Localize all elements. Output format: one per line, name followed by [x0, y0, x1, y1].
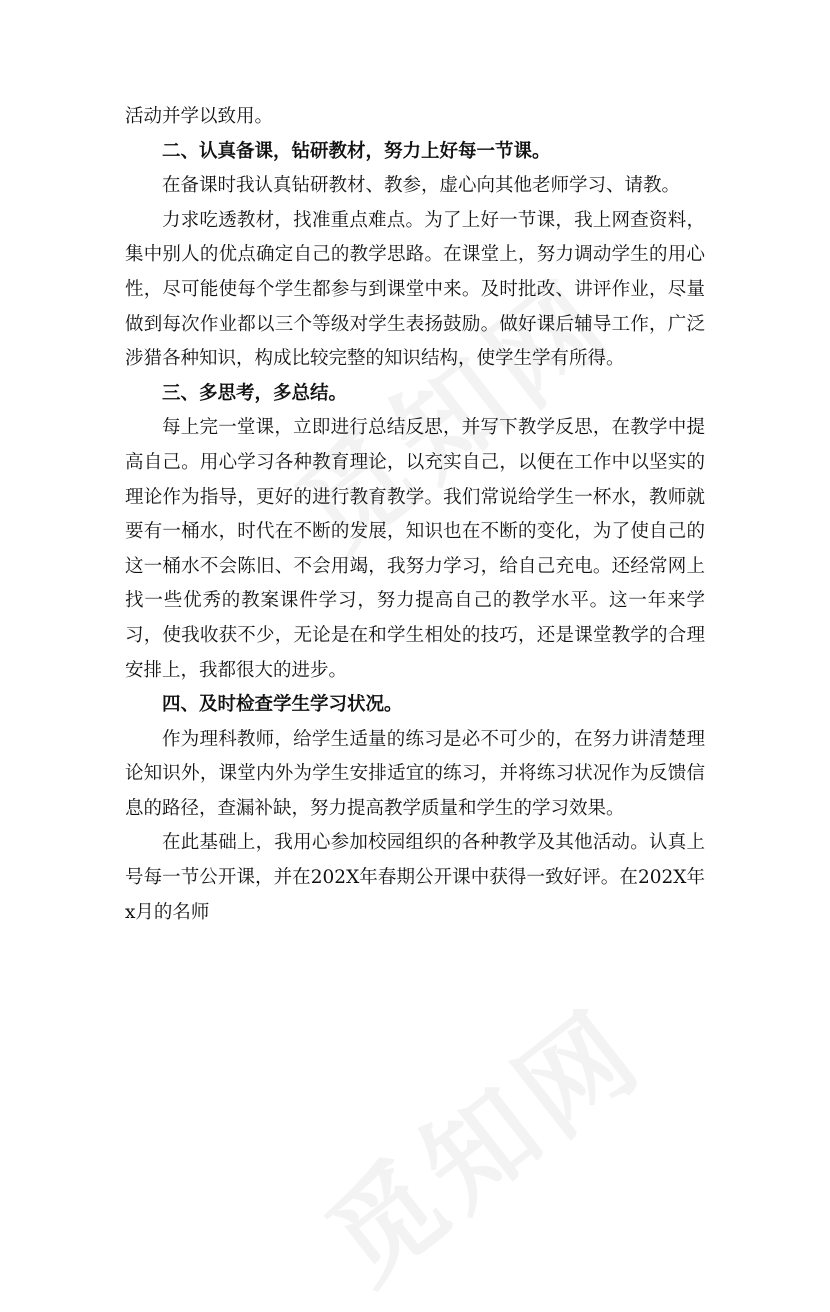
document-page — [125, 100, 705, 930]
paragraph: 力求吃透教材，找准重点难点。为了上好一节课，我上网查资料，集中别人的优点确定自己的教学思路。在课堂上，努力调动学生的用心性，尽可能使每个学生都参与到课堂中来。及时批改、讲评作业，尽量做到每次作业都以三个等级对学生表扬鼓励。做好课后辅导工作，广泛涉猎各种知识，构成比较完整的知识结构，使学生学有所得。 — [125, 209, 705, 370]
section-heading-2: 二、认真备课，钻研教材，努力上好每一节课。 — [162, 140, 551, 162]
watermark-text-lower — [290, 966, 671, 1312]
paragraph: 在此基础上，我用心参加校园组织的各种教学及其他活动。认真上号每一节公开课，并在202X年春期公开课中获得一致好评。在202X年x月的名师 — [125, 832, 705, 923]
paragraph: 每上完一堂课，立即进行总结反思，并写下教学反思，在教学中提高自己。用心学习各种教育理论，以充实自己，以便在工作中以坚实的理论作为指导，更好的进行教育教学。我们常说给学生一杯水，教师就要有一桶水，时代在不断的发展，知识也在不断的变化，为了使自己的这一桶水不会陈旧、不会用竭，我努力学习，给自己充电。还经常网上找一些优秀的教案课件学习，努力提高自己的教学水平。这一年来学习，使我收获不少，无论是在和学生相处的技巧，还是课堂教学的合理安排上，我都很大的进步。 — [125, 417, 705, 681]
section-heading-4: 四、及时检查学生学习状况。 — [162, 694, 403, 716]
section-heading-3: 三、多思考，多总结。 — [162, 382, 348, 404]
paragraph: 在备课时我认真钻研教材、教参，虚心向其他老师学习、请教。 — [162, 175, 681, 197]
paragraph-continuation: 活动并学以致用。 — [125, 106, 274, 127]
paragraph: 作为理科教师，给学生适量的练习是必不可少的，在努力讲清楚理论知识外，课堂内外为学生安排适宜的练习，并将练习状况作为反馈信息的路径，查漏补缺，努力提高教学质量和学生的学习效果。 — [125, 728, 705, 819]
